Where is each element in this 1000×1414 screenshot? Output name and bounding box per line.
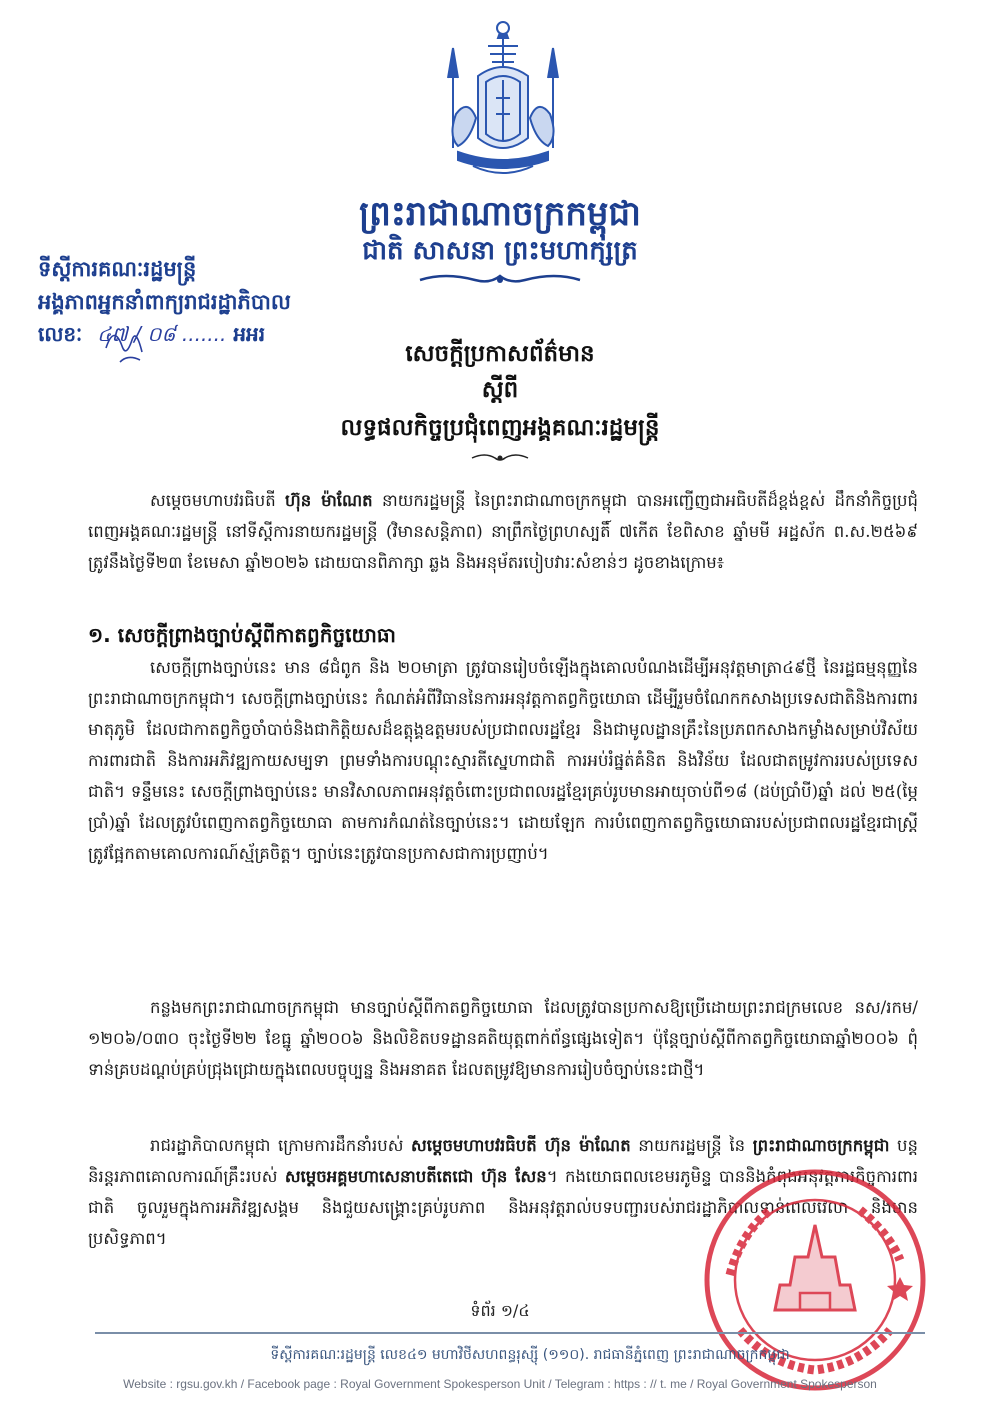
national-motto: ជាតិ សាសនា ព្រះមហាក្សត្រ — [362, 236, 638, 266]
document-title: សេចក្តីប្រកាសព័ត៌មាន — [405, 341, 595, 367]
intro-lead: សម្តេចមហាបវរធិបតី — [150, 491, 276, 510]
gov-text-c: នាយករដ្ឋមន្ត្រី នៃ — [638, 1136, 746, 1155]
gov-founder-title: សម្តេចអគ្គមហាសេនាបតីតេជោ ហ៊ុន សែន — [284, 1167, 547, 1186]
gov-pm-title: សម្តេចមហាបវរធិបតី ហ៊ុន ម៉ាណែត — [411, 1136, 631, 1155]
ornament-divider-icon — [415, 270, 585, 290]
footer-address: ទីស្តីការគណៈរដ្ឋមន្ត្រី លេខ៤១ មហាវិថីសហពន្ធរុស្ស៊ី (១១០). រាជធានីភ្នំពេញ ព្រះរាជាណាចក្រកម្ពុជា — [270, 1347, 790, 1363]
intro-paragraph — [88, 485, 918, 613]
intro-text: នាយករដ្ឋមន្ត្រី នៃព្រះរាជាណាចក្រកម្ពុជា បានអញ្ជើញជាអធិបតីដ៏ខ្ពង់ខ្ពស់ ដឹកនាំកិច្ចប្រជុំពេញអង្គគណៈរដ្ឋមន្ត្រី នៅទីស្តីការនាយករដ្ឋមន្ត្រី (វិមានសន្តិភាព) នាព្រឹកថ្ងៃព្រហស្បតិ៍ ៧កើត ខែពិសាខ ឆ្នាំមមី អដ្ឋស័ក ព.ស.២៥៦៩ ត្រូវនឹងថ្ងៃទី២៣ ខែមេសា ឆ្នាំ២០២៦ ដោយបានពិភាក្សា ឆ្លង និងអនុម័តរបៀបវារៈសំខាន់ៗ ដូចខាងក្រោម៖ — [88, 491, 918, 572]
gov-text-a: រាជរដ្ឋាភិបាលកម្ពុជា ក្រោមការដឹកនាំរបស់ — [150, 1136, 404, 1155]
royal-coat-of-arms-icon — [418, 18, 588, 188]
background-paragraph — [88, 992, 918, 1118]
section-1-text: សេចក្តីព្រាងច្បាប់នេះ មាន ៨ជំពូក និង ២០មាត្រា ត្រូវបានរៀបចំឡើងក្នុងគោលបំណងដើម្បីអនុវត្តមាត្រា៤៩ថ្មី នៃរដ្ឋធម្មនុញ្ញនៃព្រះរាជាណាចក្រកម្ពុជា។ សេចក្តីព្រាងច្បាប់នេះ កំណត់អំពីវិធាននៃការអនុវត្តកាតព្វកិច្ចយោធា ដើម្បីរួមចំណែកកសាងប្រទេសជាតិនិងការពារមាតុភូមិ ដែលជាកាតព្វកិច្ចចាំបាច់និងជាកិត្តិយសដ៏ឧត្តុង្គឧត្តមរបស់ប្រជាពលរដ្ឋខ្មែរ និងជាមូលដ្ឋានគ្រឹះនៃប្រភពកសាងកម្លាំងសម្រាប់វិស័យការពារជាតិ និងការអភិវឌ្ឍកាយសម្បទា ព្រមទាំងការបណ្តុះស្មារតីស្នេហាជាតិ ការអប់រំផ្នត់គំនិត និងវិន័យ ដែលជាតម្រូវការរបស់ប្រទេសជាតិ។ ទន្ទឹមនេះ សេចក្តីព្រាងច្បាប់នេះ មានវិសាលភាពអនុវត្តចំពោះប្រជាពលរដ្ឋខ្មែរគ្រប់រូបមានអាយុចាប់ពី១៨ (ដប់ប្រាំបី)ឆ្នាំ ដល់ ២៥(ម្ភៃប្រាំ)ឆ្នាំ ដែលត្រូវបំពេញកាតព្វកិច្ចយោធា តាមការកំណត់នៃច្បាប់នេះ។ ដោយឡែក ការបំពេញកាតព្វកិច្ចយោធារបស់ប្រជាពលរដ្ឋខ្មែរជាស្ត្រី ត្រូវផ្អែកតាមគោលការណ៍ស្ម័គ្រចិត្ត។ ច្បាប់នេះត្រូវបានប្រកាសជាការប្រញាប់។ — [88, 658, 918, 863]
gov-kingdom: ព្រះរាជាណាចក្រកម្ពុជា — [752, 1136, 890, 1155]
document-subject: លទ្ធផលកិច្ចប្រជុំពេញអង្គគណៈរដ្ឋមន្ត្រី — [340, 415, 660, 441]
footer-web-links: Website : rgsu.gov.kh / Facebook page : Royal Government Spokesperson Unit / Telegram : https : // t. me / Royal Government Spokesperson — [123, 1377, 877, 1391]
title-connector: ស្តីពី — [481, 377, 519, 403]
section-heading-1: ១. សេចក្តីព្រាងច្បាប់ស្តីពីកាតព្វកិច្ចយោធា — [88, 623, 396, 647]
title-ornament-icon — [470, 450, 530, 466]
kingdom-heading: ព្រះរាជាណាចក្រកម្ពុជា — [359, 194, 641, 234]
background-text: កន្លងមកព្រះរាជាណាចក្រកម្ពុជា មានច្បាប់ស្តីពីកាតព្វកិច្ចយោធា ដែលត្រូវបានប្រកាសឱ្យប្រើដោយព្រះរាជក្រមលេខ នស/រកម/១២០៦/០៣០ ចុះថ្ងៃទី២២ ខែធ្នូ ឆ្នាំ២០០៦ និងលិខិតបទដ្ឋានគតិយុត្តពាក់ព័ន្ធផ្សេងទៀត។ ប៉ុន្តែច្បាប់ស្តីពីកាតព្វកិច្ចយោធាឆ្នាំ២០០៦ ពុំទាន់គ្របដណ្តប់គ្រប់ជ្រុងជ្រោយក្នុងពេលបច្ចុប្បន្ន និងអនាគត ដែលតម្រូវឱ្យមានការរៀបចំច្បាប់នេះជាថ្មី។ — [88, 998, 918, 1079]
section-1-paragraph — [88, 652, 918, 980]
page-number: ទំព័រ ១/៤ — [470, 1301, 530, 1320]
issuing-unit: អង្គភាពអ្នកនាំពាក្យរាជរដ្ឋាភិបាល — [38, 290, 291, 314]
issuing-office: ទីស្តីការគណៈរដ្ឋមន្ត្រី — [38, 257, 197, 281]
reference-suffix: អអរ — [233, 322, 266, 346]
gov-text-g: ។ កងយោធពលខេមរភូមិន្ទ បាននិងកំពុងអនុវត្តភារកិច្ចការពារជាតិ ចូលរួមក្នុងការអភិវឌ្ឍសង្គម និងជួយសង្គ្រោះគ្រប់រូបភាព និងអនុវត្តរាល់បទបញ្ជារបស់រាជរដ្ឋាភិបាលទាន់ពេលវេលា និងមានប្រសិទ្ធភាព។ — [88, 1167, 918, 1248]
reference-label: លេខៈ — [38, 322, 83, 346]
footer-divider — [95, 1332, 925, 1334]
reference-handwritten: ៤៧ / ០៨ ....... — [97, 322, 227, 346]
prime-minister-name: ហ៊ុន ម៉ាណែត — [285, 491, 373, 510]
gov-text-e: បន្តនិរន្តរភាពគោលការណ៍គ្រឹះរបស់ — [88, 1136, 918, 1186]
